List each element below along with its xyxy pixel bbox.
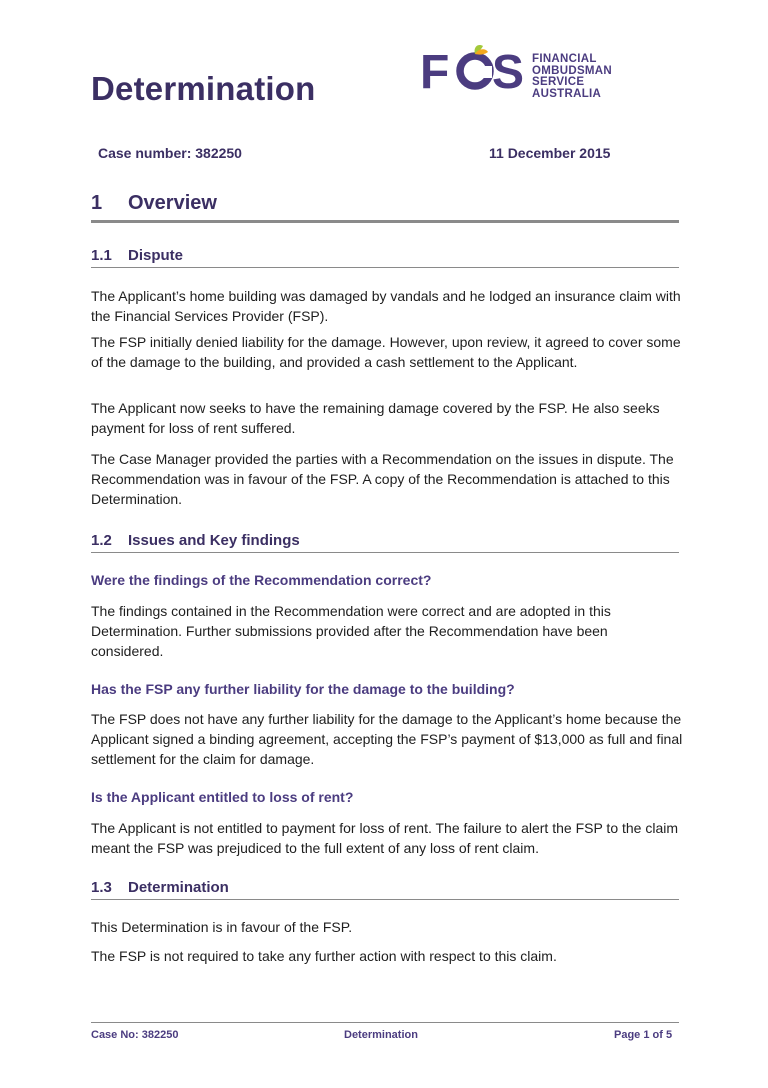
footer-case-number: Case No: 382250 — [91, 1029, 179, 1041]
subsection-number: 1.2 — [91, 532, 112, 549]
fos-logo — [420, 44, 610, 106]
logo-line-australia: AUSTRALIA — [532, 87, 602, 100]
document-title: Determination — [91, 70, 316, 107]
issue-answer: The FSP does not have any further liability for the damage to the Applicant’s home because the Applicant signed a binding agreement, accepting the FSP’s payment of $13,000 as full and final settlement for the claim for damage. — [91, 711, 683, 767]
issue-question: Is the Applicant entitled to loss of rent? — [91, 789, 354, 805]
footer-page-number: Page 1 of 5 — [614, 1029, 673, 1041]
issue-answer: The Applicant is not entitled to payment for loss of rent. The failure to alert the FSP to the claim meant the FSP was prejudiced to the full extent of any loss of rent claim. — [91, 820, 679, 856]
section-number: 1 — [91, 192, 103, 214]
document-date: 11 December 2015 — [489, 145, 611, 161]
subsection-number: 1.1 — [91, 247, 112, 264]
issue-answer: The findings contained in the Recommendation were correct and are adopted in this Determination. Further submissions provided after the Recommendation have been considered. — [91, 603, 611, 659]
fos-logo-mark — [420, 44, 530, 106]
footer-divider — [91, 1022, 679, 1023]
dispute-paragraph: The Applicant’s home building was damaged by vandals and he lodged an insurance claim with the Financial Services Provider (FSP). — [91, 288, 681, 324]
logo-line-financial: FINANCIAL — [532, 53, 597, 65]
subsection-title: Issues and Key findings — [128, 532, 300, 549]
dispute-paragraph: The Case Manager provided the parties with a Recommendation on the issues in dispute. The Recommendation was in favour of the FSP. A copy of the Recommendation is attached to this Determination. — [91, 451, 674, 507]
logo-line-service: SERVICE — [532, 76, 585, 88]
fos-logo-wordmark — [532, 54, 612, 100]
issue-question: Were the findings of the Recommendation correct? — [91, 572, 432, 588]
determination-paragraph: This Determination is in favour of the FSP. — [91, 919, 353, 935]
svg-text:F: F — [420, 46, 450, 99]
subsection-number: 1.3 — [91, 879, 112, 896]
issue-question: Has the FSP any further liability for the damage to the building? — [91, 681, 515, 697]
subsection-heading-dispute — [91, 247, 679, 268]
subsection-heading-issues — [91, 532, 679, 553]
case-number: Case number: 382250 — [98, 145, 242, 161]
logo-line-ombudsman: OMBUDSMAN — [532, 64, 612, 77]
subsection-heading-determination — [91, 879, 679, 900]
dispute-paragraph: The Applicant now seeks to have the remaining damage covered by the FSP. He also seeks payment for loss of rent suffered. — [91, 400, 660, 436]
footer-document-name: Determination — [344, 1029, 418, 1041]
section-heading-overview — [91, 192, 679, 223]
svg-text:S: S — [492, 46, 525, 99]
section-title: Overview — [128, 192, 217, 214]
determination-paragraph: The FSP is not required to take any further action with respect to this claim. — [91, 948, 557, 964]
subsection-title: Dispute — [128, 247, 184, 264]
dispute-paragraph: The FSP initially denied liability for the damage. However, upon review, it agreed to cover some of the damage to the building, and provided a cash settlement to the Applicant. — [91, 334, 681, 370]
subsection-title: Determination — [128, 879, 229, 896]
